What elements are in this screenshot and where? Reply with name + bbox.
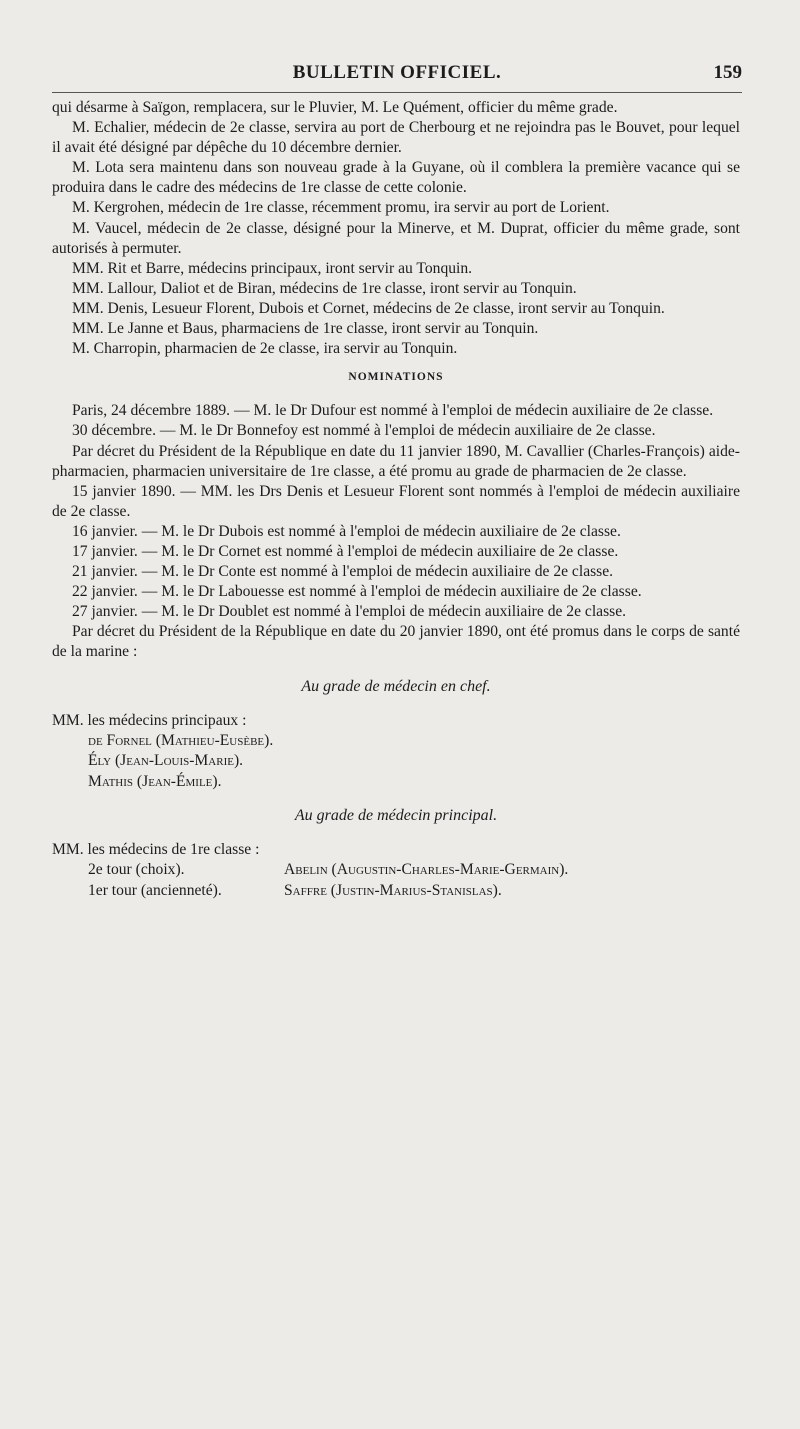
nomination-paragraph: 21 janvier. — M. le Dr Conte est nommé à l'emploi de médecin auxiliaire de 2e classe. — [72, 563, 614, 581]
promotion-rank: 2e tour (choix). — [88, 861, 185, 879]
nomination-paragraph: 30 décembre. — M. le Dr Bonnefoy est nommé à l'emploi de médecin auxiliaire de 2e classe. — [72, 422, 656, 440]
promotion-rank: 1er tour (ancienneté). — [88, 881, 222, 899]
header-rule — [52, 92, 742, 93]
nomination-paragraph: Par décret du Président de la République en date du 20 janvier 1890, ont été promus dans le corps de santé de la marine : — [52, 623, 740, 661]
nomination-paragraph: Paris, 24 décembre 1889. — M. le Dr Dufour est nommé à l'emploi de médecin auxiliaire de 2e classe. — [72, 402, 714, 420]
paragraph: M. Charropin, pharmacien de 2e classe, ira servir au Tonquin. — [72, 340, 458, 358]
paragraph: MM. Denis, Lesueur Florent, Dubois et Cornet, médecins de 2e classe, iront servir au Tonquin. — [72, 299, 665, 317]
paragraph: M. Vaucel, médecin de 2e classe, désigné pour la Minerve, et M. Duprat, officier du même grade, sont autorisés à permuter. — [52, 219, 740, 257]
list-item: Ély (Jean-Louis-Marie). — [88, 752, 244, 770]
running-title: BULLETIN OFFICIEL. — [292, 62, 502, 83]
name-list-chef — [52, 731, 740, 793]
promotion-name: Abelin (Augustin-Charles-Marie-Germain). — [284, 861, 569, 879]
paragraph: M. Kergrohen, médecin de 1re classe, récemment promu, ira servir au port de Lorient. — [72, 199, 610, 217]
nomination-paragraph: Par décret du Président de la République en date du 11 janvier 1890, M. Cavallier (Charles-François) aide-pharmacien, pharmacien universitaire de 1re classe, a été promu au grade de pharmacien de 2e classe. — [52, 442, 740, 480]
nomination-paragraph: 16 janvier. — M. le Dr Dubois est nommé à l'emploi de médecin auxiliaire de 2e classe. — [72, 522, 621, 540]
nomination-paragraph: 17 janvier. — M. le Dr Cornet est nommé à l'emploi de médecin auxiliaire de 2e classe. — [72, 542, 619, 560]
paragraph: M. Echalier, médecin de 2e classe, servira au port de Cherbourg et ne rejoindra pas le Bouvet, pour lequel il avait été désigné par dépêche du 10 décembre dernier. — [52, 119, 740, 157]
page-header — [52, 62, 742, 90]
list-item — [52, 881, 740, 902]
subheading-medecin-en-chef: Au grade de médecin en chef. — [301, 677, 491, 695]
list-item: Mathis (Jean-Émile). — [88, 772, 222, 790]
nomination-paragraph: 27 janvier. — M. le Dr Doublet est nommé à l'emploi de médecin auxiliaire de 2e classe. — [72, 603, 627, 621]
paragraph: M. Lota sera maintenu dans son nouveau grade à la Guyane, où il comblera la première vacance qui se produira dans le cadre des médecins de 1re classe de cette colonie. — [52, 159, 740, 197]
promotion-name: Saffre (Justin-Marius-Stanislas). — [284, 881, 502, 899]
paragraph: qui désarme à Saïgon, remplacera, sur le Pluvier, M. Le Quément, officier du même grade. — [52, 99, 618, 116]
list-intro: MM. les médecins principaux : — [52, 711, 247, 729]
paragraph: MM. Lallour, Daliot et de Biran, médecins de 1re classe, iront servir au Tonquin. — [72, 279, 577, 297]
subheading-medecin-principal: Au grade de médecin principal. — [294, 807, 498, 825]
list-item — [52, 860, 740, 881]
paragraph: MM. Rit et Barre, médecins principaux, iront servir au Tonquin. — [72, 259, 473, 277]
list-item: de Fornel (Mathieu-Eusèbe). — [88, 731, 274, 749]
nomination-paragraph: 22 janvier. — M. le Dr Labouesse est nommé à l'emploi de médecin auxiliaire de 2e classe. — [72, 583, 642, 601]
nomination-paragraph: 15 janvier 1890. — MM. les Drs Denis et Lesueur Florent sont nommés à l'emploi de médecin auxiliaire de 2e classe. — [52, 482, 740, 520]
list-intro: MM. les médecins de 1re classe : — [52, 841, 260, 859]
document-body — [52, 98, 740, 901]
page-number: 159 — [713, 62, 742, 83]
section-title-nominations: NOMINATIONS — [348, 371, 444, 384]
paragraph: MM. Le Janne et Baus, pharmaciens de 1re classe, iront servir au Tonquin. — [72, 320, 539, 338]
